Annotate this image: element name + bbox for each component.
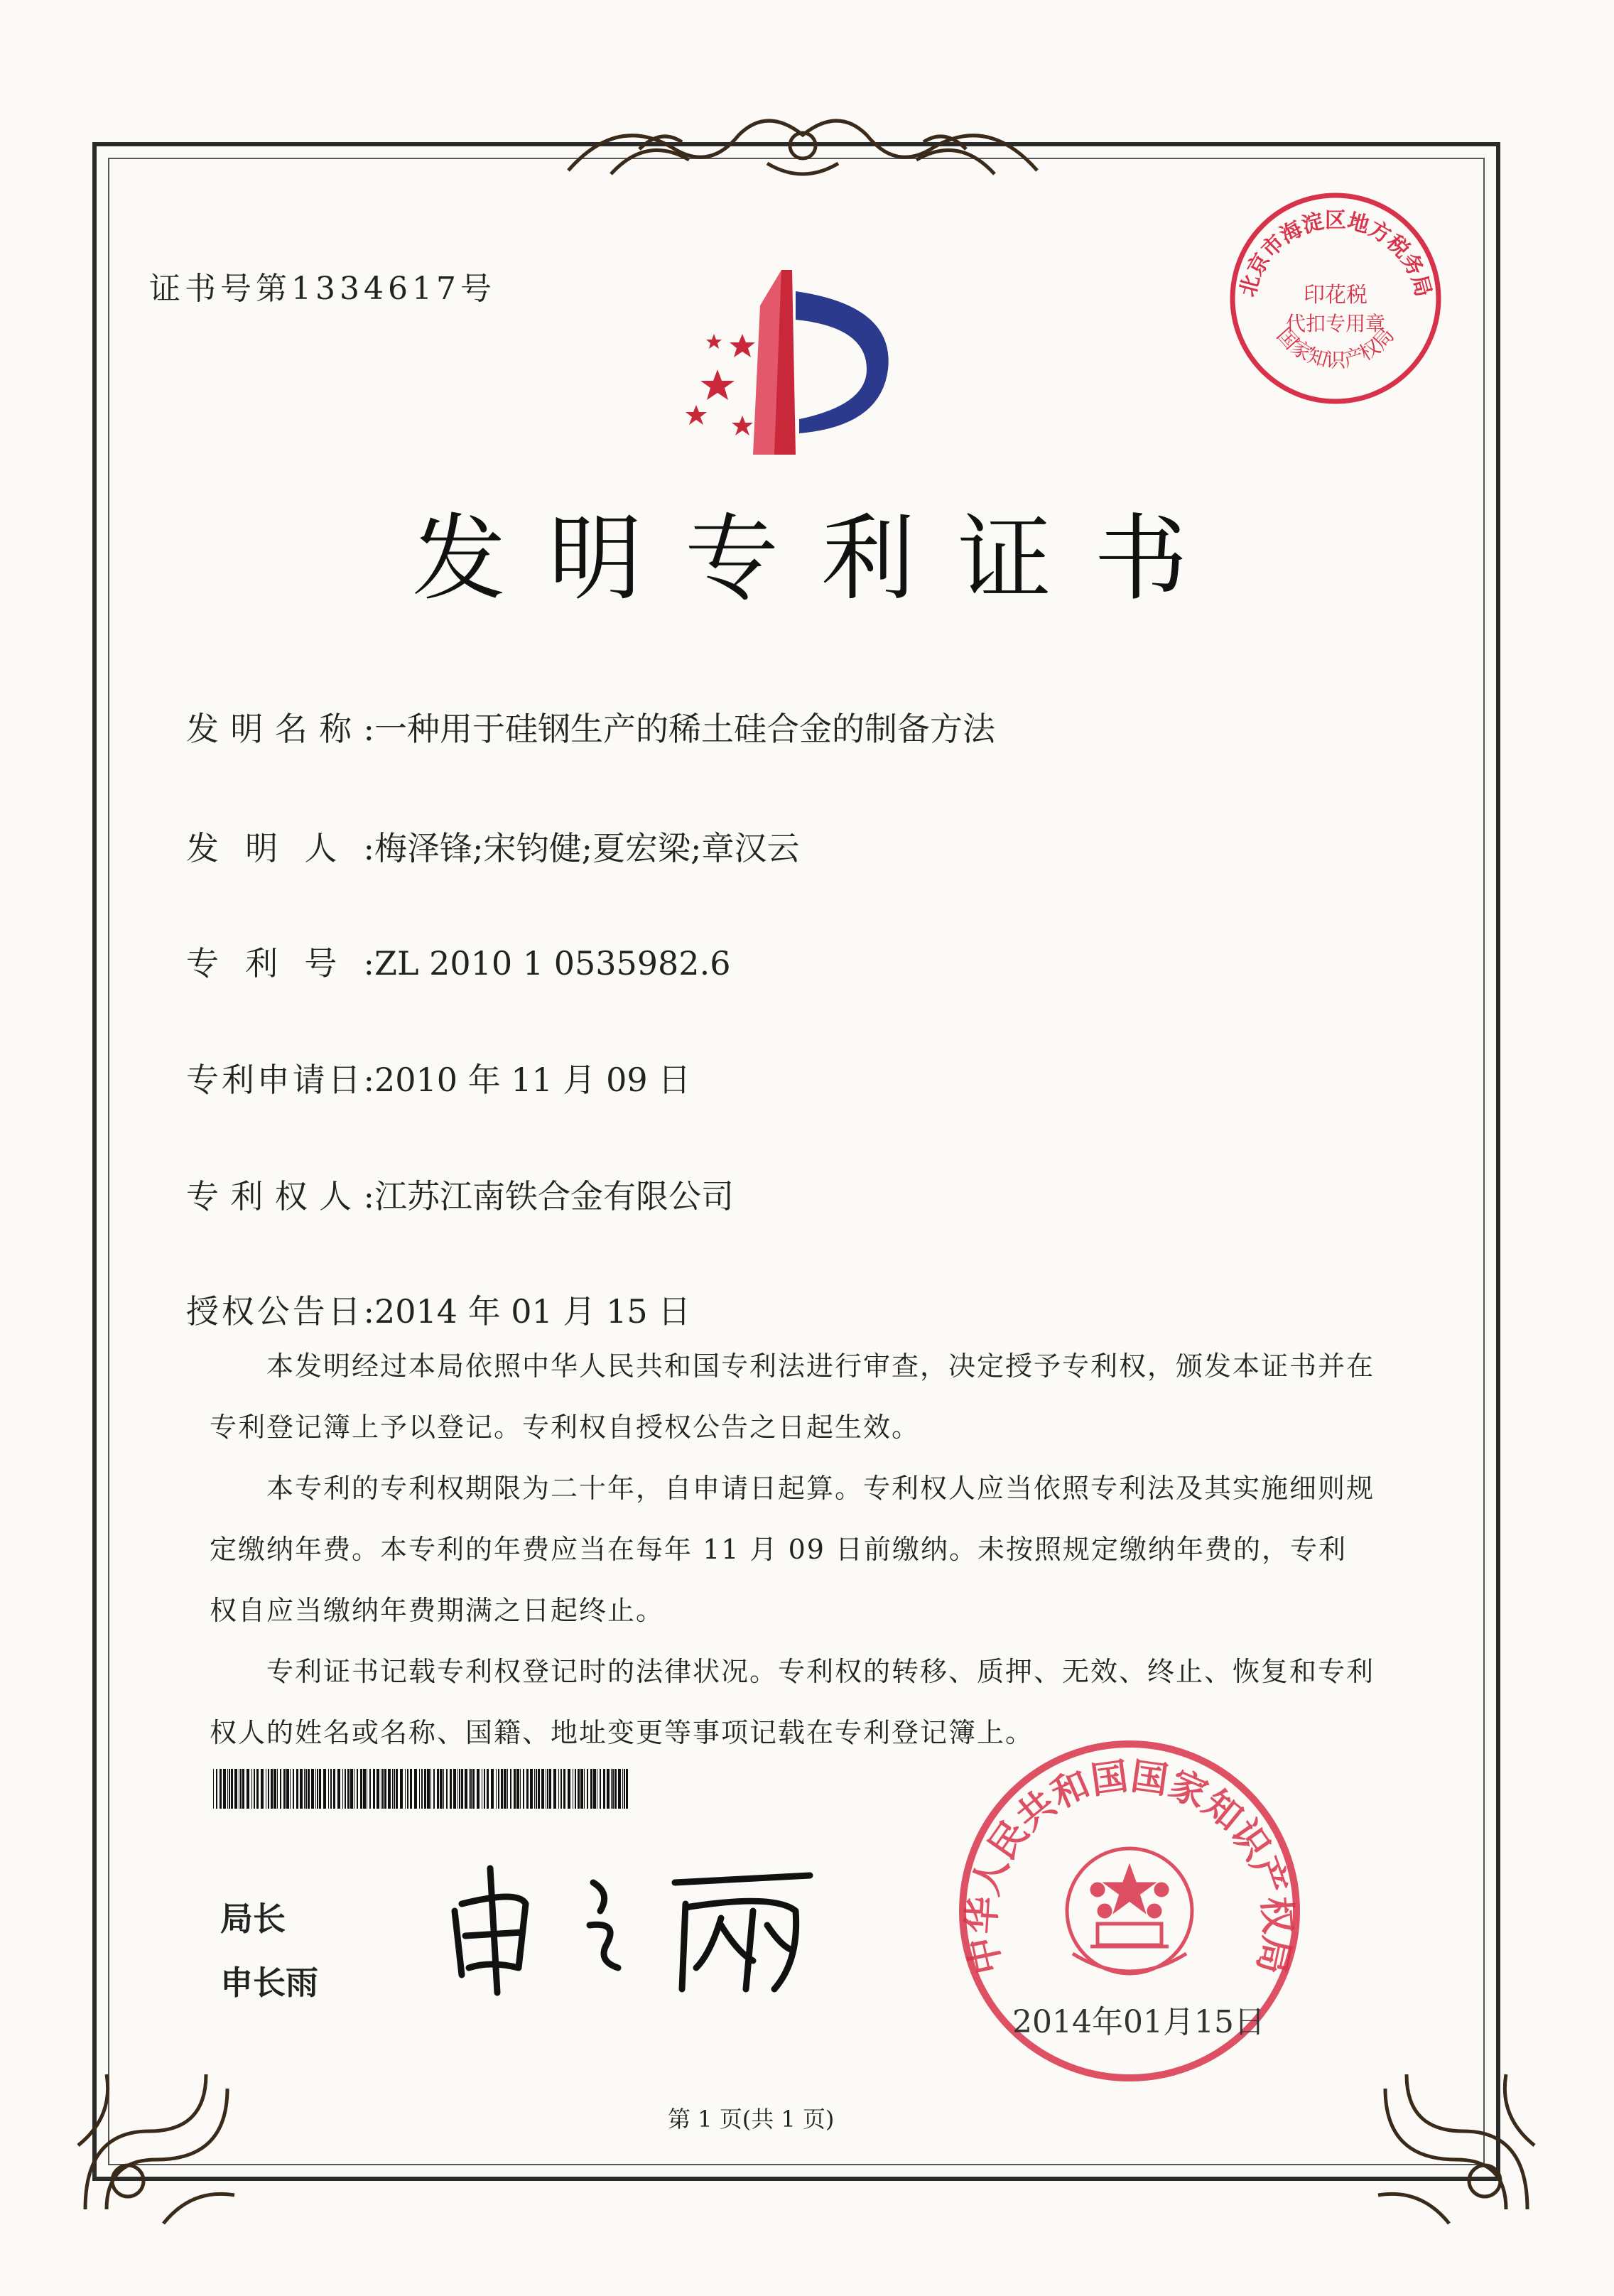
barcode-bar bbox=[450, 1769, 452, 1809]
barcode-bar bbox=[419, 1769, 420, 1809]
barcode-bar bbox=[578, 1769, 580, 1809]
body-paragraph: 本发明经过本局依照中华人民共和国专利法进行审查，决定授予专利权，颁发本证书并在专利登记簿上予以登记。专利权自授权公告之日起生效。 bbox=[210, 1350, 1375, 1443]
barcode-bar bbox=[504, 1769, 507, 1809]
field-label: 专利权人: bbox=[186, 1177, 374, 1215]
barcode-bar bbox=[614, 1769, 617, 1809]
barcode-bar bbox=[373, 1769, 375, 1809]
barcode-bar bbox=[333, 1769, 335, 1809]
barcode-bar bbox=[317, 1769, 318, 1809]
barcode-bar bbox=[437, 1769, 439, 1809]
patent-office-logo bbox=[675, 263, 902, 462]
barcode-bar bbox=[357, 1769, 358, 1809]
barcode-bar bbox=[273, 1769, 276, 1809]
barcode-bar bbox=[251, 1769, 252, 1809]
barcode-bar bbox=[523, 1769, 524, 1809]
field-invention-name bbox=[186, 703, 995, 750]
barcode-bar bbox=[461, 1769, 463, 1809]
barcode-bar bbox=[220, 1769, 222, 1809]
field-value: 江苏江南铁合金有限公司 bbox=[374, 1177, 734, 1215]
certificate-title: 发明专利证书 bbox=[412, 504, 1230, 614]
barcode-bar bbox=[501, 1769, 503, 1809]
tax-seal-line2: 代扣专用章 bbox=[1285, 312, 1386, 335]
barcode-bar bbox=[459, 1769, 460, 1809]
barcode-bar bbox=[247, 1769, 249, 1809]
barcode-bar bbox=[607, 1769, 610, 1809]
barcode-bar bbox=[330, 1769, 332, 1809]
barcode-bar bbox=[296, 1769, 298, 1809]
barcode-bar bbox=[443, 1769, 444, 1809]
barcode-bar bbox=[308, 1769, 310, 1809]
barcode-bar bbox=[430, 1769, 431, 1809]
barcode-bar bbox=[277, 1769, 278, 1809]
barcode-bar bbox=[227, 1769, 228, 1809]
barcode-bar bbox=[234, 1769, 237, 1809]
barcode-bar bbox=[433, 1769, 435, 1809]
field-grant-date bbox=[186, 1286, 690, 1333]
barcode-bar bbox=[427, 1769, 430, 1809]
certificate-number: 证书号第1334617号 bbox=[149, 271, 496, 307]
barcode-bar bbox=[507, 1769, 508, 1809]
barcode-bar bbox=[319, 1769, 321, 1809]
barcode-bar bbox=[484, 1769, 485, 1809]
barcode-bar bbox=[414, 1769, 417, 1809]
barcode-bar bbox=[477, 1769, 480, 1809]
body-paragraph: 专利证书记载专利权登记时的法律状况。专利权的转移、质押、无效、终止、恢复和专利权人的姓名或名称、国籍、地址变更等事项记载在专利登记簿上。 bbox=[210, 1656, 1375, 1748]
barcode-bar bbox=[410, 1769, 412, 1809]
barcode-bar bbox=[424, 1769, 426, 1809]
barcode-bar bbox=[624, 1769, 625, 1809]
field-patent-number bbox=[186, 938, 730, 985]
barcode-bar bbox=[549, 1769, 551, 1809]
barcode-bar bbox=[261, 1769, 264, 1809]
barcode-bar bbox=[496, 1769, 497, 1809]
certificate-body bbox=[210, 1336, 1375, 1763]
field-label: 专利号: bbox=[186, 944, 374, 982]
barcode-bar bbox=[407, 1769, 408, 1809]
seal-date: 2014年01月15日 bbox=[1012, 2004, 1265, 2040]
barcode-bar bbox=[400, 1769, 403, 1809]
barcode-bar bbox=[587, 1769, 588, 1809]
national-emblem bbox=[1067, 1848, 1192, 1973]
barcode-bar bbox=[560, 1769, 562, 1809]
barcode-bar bbox=[392, 1769, 393, 1809]
barcode-bar bbox=[514, 1769, 516, 1809]
barcode-bar bbox=[536, 1769, 537, 1809]
barcode-bar bbox=[538, 1769, 540, 1809]
barcode-bar bbox=[363, 1769, 366, 1809]
barcode-bar bbox=[216, 1769, 217, 1809]
director-signature bbox=[440, 1854, 838, 1996]
tax-stamp-seal bbox=[1222, 185, 1449, 412]
body-paragraph: 本专利的专利权期限为二十年，自申请日起算。专利权人应当依照专利法及其实施细则规定缴纳年费。本专利的年费应当在每年 11 月 09 日前缴纳。未按照规定缴纳年费的，专利权自应当缴纳年费期满之日起终止。 bbox=[210, 1473, 1375, 1626]
barcode-bar bbox=[328, 1769, 329, 1809]
barcode-bar bbox=[254, 1769, 255, 1809]
barcode-bar bbox=[487, 1769, 489, 1809]
barcode-bar bbox=[342, 1769, 343, 1809]
barcode-bar bbox=[231, 1769, 233, 1809]
barcode-bar bbox=[626, 1769, 628, 1809]
field-value: 2014 年 01 月 15 日 bbox=[374, 1292, 691, 1331]
barcode-bar bbox=[213, 1769, 214, 1809]
barcode-bar bbox=[347, 1769, 350, 1809]
bottom-left-ornament bbox=[64, 2046, 249, 2231]
barcode-bar bbox=[612, 1769, 614, 1809]
barcode-bar bbox=[457, 1769, 458, 1809]
barcode-bar bbox=[377, 1769, 379, 1809]
field-value: 梅泽锋;宋钧健;夏宏梁;章汉云 bbox=[374, 829, 800, 867]
barcode-bar bbox=[300, 1769, 303, 1809]
barcode-bar bbox=[223, 1769, 226, 1809]
barcode-bar bbox=[280, 1769, 281, 1809]
barcode-bar bbox=[337, 1769, 340, 1809]
barcode-bar bbox=[394, 1769, 395, 1809]
field-patentee bbox=[186, 1171, 734, 1218]
field-inventors bbox=[186, 823, 800, 870]
barcode-bar bbox=[396, 1769, 398, 1809]
tax-seal-outer-text: 北京市海淀区地方税务局 bbox=[1235, 208, 1436, 300]
barcode-bar bbox=[242, 1769, 244, 1809]
official-seal-text: 中华人民共和国国家知识产权局 bbox=[959, 1754, 1300, 1978]
barcode-bar bbox=[600, 1769, 601, 1809]
barcode-bar bbox=[534, 1769, 535, 1809]
barcode-bar bbox=[293, 1769, 294, 1809]
barcode-bar bbox=[360, 1769, 362, 1809]
barcode-bar bbox=[421, 1769, 423, 1809]
barcode-bar bbox=[256, 1769, 259, 1809]
barcode-bar bbox=[530, 1769, 533, 1809]
barcode-bar bbox=[384, 1769, 386, 1809]
barcode-bar bbox=[472, 1769, 475, 1809]
barcode-bar bbox=[618, 1769, 621, 1809]
barcode-bar bbox=[290, 1769, 291, 1809]
barcode-bar bbox=[510, 1769, 511, 1809]
barcode-bar bbox=[304, 1769, 305, 1809]
barcode-bar bbox=[446, 1769, 448, 1809]
barcode-bar bbox=[590, 1769, 592, 1809]
barcode-bar bbox=[315, 1769, 316, 1809]
field-value: 2010 年 11 月 09 日 bbox=[374, 1061, 691, 1099]
barcode-bar bbox=[405, 1769, 406, 1809]
barcode-bar bbox=[575, 1769, 576, 1809]
barcode-bar bbox=[345, 1769, 346, 1809]
barcode-bar bbox=[547, 1769, 548, 1809]
barcode-bar bbox=[229, 1769, 230, 1809]
barcode-bar bbox=[516, 1769, 519, 1809]
barcode-bar bbox=[323, 1769, 326, 1809]
field-label: 发明人: bbox=[186, 829, 374, 867]
bottom-right-ornament bbox=[1364, 2046, 1549, 2231]
barcode-bar bbox=[541, 1769, 544, 1809]
field-application-date bbox=[186, 1054, 690, 1101]
barcode-bar bbox=[469, 1769, 470, 1809]
tax-seal-bottom-text: 国家知识产权局 bbox=[1272, 323, 1399, 372]
barcode-bar bbox=[470, 1769, 472, 1809]
barcode bbox=[213, 1769, 632, 1809]
barcode-bar bbox=[240, 1769, 242, 1809]
director-name: 申长雨 bbox=[220, 1964, 318, 2002]
barcode-bar bbox=[611, 1769, 612, 1809]
field-label: 授权公告日: bbox=[186, 1292, 374, 1331]
field-label: 专利申请日: bbox=[186, 1061, 374, 1099]
barcode-bar bbox=[563, 1769, 565, 1809]
barcode-bar bbox=[305, 1769, 307, 1809]
barcode-bar bbox=[440, 1769, 443, 1809]
barcode-bar bbox=[568, 1769, 570, 1809]
barcode-bar bbox=[268, 1769, 269, 1809]
barcode-bar bbox=[498, 1769, 499, 1809]
barcode-bar bbox=[622, 1769, 623, 1809]
field-label: 发明名称: bbox=[186, 710, 374, 748]
barcode-bar bbox=[526, 1769, 529, 1809]
barcode-bar bbox=[453, 1769, 456, 1809]
barcode-bar bbox=[311, 1769, 314, 1809]
barcode-bar bbox=[520, 1769, 521, 1809]
barcode-bar bbox=[283, 1769, 286, 1809]
field-value: 一种用于硅钢生产的稀土硅合金的制备方法 bbox=[374, 710, 995, 748]
barcode-bar bbox=[350, 1769, 353, 1809]
page-number: 第 1 页(共 1 页) bbox=[668, 2106, 835, 2133]
barcode-bar bbox=[580, 1769, 583, 1809]
barcode-bar bbox=[584, 1769, 585, 1809]
tax-seal-line1: 印花税 bbox=[1304, 283, 1367, 308]
barcode-bar bbox=[382, 1769, 384, 1809]
barcode-bar bbox=[369, 1769, 371, 1809]
barcode-bar bbox=[558, 1769, 559, 1809]
barcode-bar bbox=[286, 1769, 289, 1809]
director-title: 局长 bbox=[220, 1900, 286, 1938]
barcode-bar bbox=[271, 1769, 273, 1809]
barcode-bar bbox=[603, 1769, 605, 1809]
barcode-bar bbox=[388, 1769, 391, 1809]
top-ornament bbox=[554, 107, 1051, 185]
barcode-bar bbox=[491, 1769, 494, 1809]
barcode-bar bbox=[465, 1769, 467, 1809]
field-value: ZL 2010 1 0535982.6 bbox=[374, 944, 731, 982]
barcode-bar bbox=[553, 1769, 556, 1809]
barcode-bar bbox=[593, 1769, 596, 1809]
